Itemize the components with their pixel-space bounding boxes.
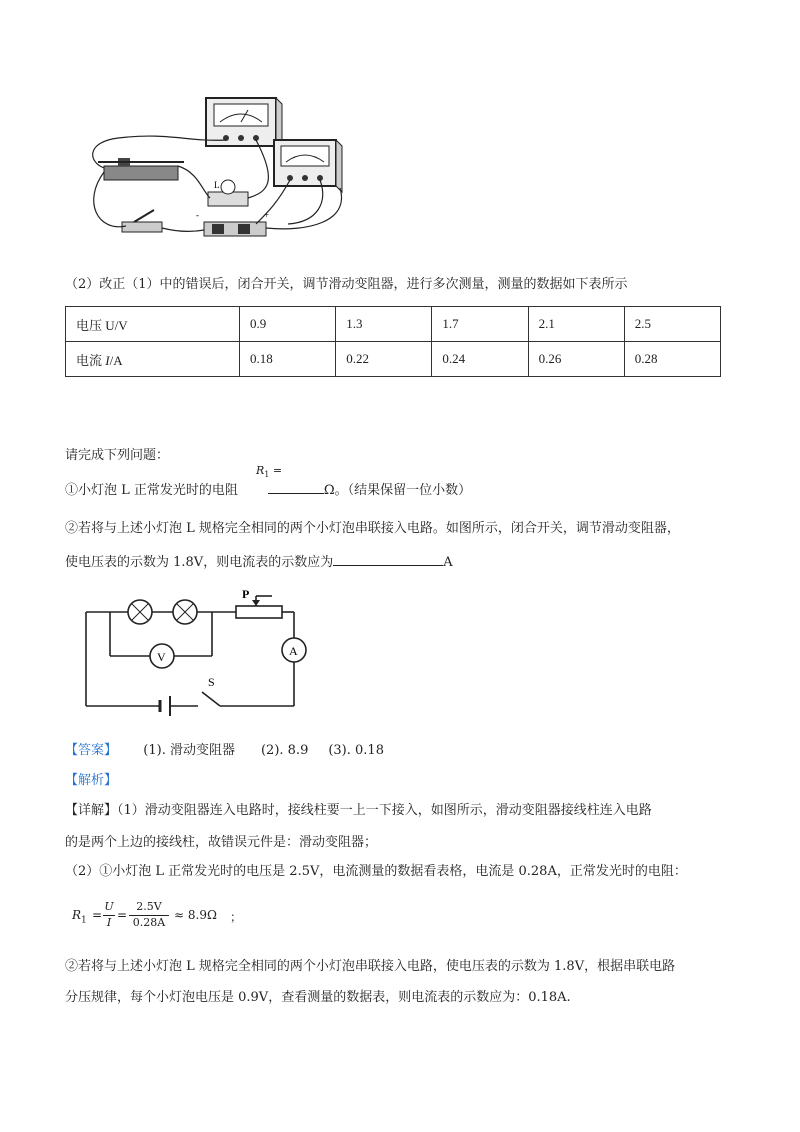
lamp-symbol	[173, 600, 197, 624]
svg-text:A: A	[289, 644, 298, 658]
table-cell: 2.1	[528, 307, 624, 342]
analysis-tag: 【解析】	[65, 773, 118, 788]
ammeter-device	[274, 140, 342, 192]
voltmeter-symbol	[150, 644, 174, 668]
measurement-table	[65, 306, 721, 377]
detail-line5: 分压规律，每个小灯泡电压是 0.9V，查看测量的数据表，则电流表的示数应为：0.18A.	[65, 990, 571, 1005]
table-cell: 1.3	[336, 307, 432, 342]
table-cell: 1.7	[432, 307, 528, 342]
svg-text:V: V	[157, 650, 166, 664]
table-cell: 0.28	[624, 342, 720, 377]
table-cell: 0.26	[528, 342, 624, 377]
detail-line1: 【详解】（1）滑动变阻器连入电路时，接线柱要一上一下接入，如图所示，滑动变阻器接线柱连入电路	[65, 803, 652, 818]
lamp-device	[208, 180, 248, 206]
switch-label: S	[208, 675, 215, 689]
lamp-symbol	[128, 600, 152, 624]
table-cell: 0.24	[432, 342, 528, 377]
question-b-line2: 使电压表的示数为 1.8V，则电流表的示数应为 A	[65, 551, 453, 573]
switch-device	[122, 210, 162, 232]
svg-text:-: -	[196, 210, 199, 220]
detail-line3: （2）①小灯泡 L 正常发光时的电压是 2.5V，电流测量的数据看表格，电流是 0.28A，正常发光时的电阻：	[65, 864, 687, 879]
table-cell: 2.5	[624, 307, 720, 342]
svg-text:+: +	[264, 210, 270, 220]
resistance-symbol: $R_1$ =	[256, 464, 283, 480]
table-cell: 0.18	[240, 342, 336, 377]
table-row	[66, 307, 721, 342]
question-2-intro: （2）改正（1）中的错误后，闭合开关，调节滑动变阻器，进行多次测量，测量的数据如下表所示	[65, 277, 628, 292]
detail-line4: ②若将与上述小灯泡 L 规格完全相同的两个小灯泡串联接入电路，使电压表的示数为 1.8V，根据串联电路	[65, 959, 676, 974]
table-header-current: 电流 I/A	[66, 342, 240, 377]
table-row	[66, 342, 721, 377]
answer-blank-2[interactable]	[333, 551, 443, 566]
table-cell: 0.22	[336, 342, 432, 377]
battery-device	[196, 210, 269, 236]
question-a: ①小灯泡 L 正常发光时的电阻 Ω。（结果保留一位小数）	[65, 479, 471, 501]
detail-line2: 的是两个上边的接线柱，故错误元件是：滑动变阻器；	[65, 835, 378, 850]
answer-tag: 【答案】	[65, 743, 118, 758]
prompt-text: 请完成下列问题：	[65, 448, 170, 463]
rheostat-device	[98, 158, 184, 180]
table-header-voltage: 电压 U/V	[66, 307, 240, 342]
svg-text:L: L	[214, 180, 220, 190]
circuit-schematic	[80, 582, 310, 722]
answer-blank-1[interactable]	[268, 479, 324, 494]
voltmeter-device	[206, 98, 282, 152]
question-b-line1: ②若将与上述小灯泡 L 规格完全相同的两个小灯泡串联接入电路。如图所示，闭合开关，调节滑动变阻器，	[65, 521, 680, 536]
answer-line: 【答案】 (1). 滑动变阻器 (2). 8.9 (3). 0.18	[65, 743, 384, 758]
slider-label: P	[242, 587, 250, 601]
ammeter-symbol	[282, 638, 306, 662]
experiment-apparatus-figure	[78, 92, 358, 252]
table-cell: 0.9	[240, 307, 336, 342]
